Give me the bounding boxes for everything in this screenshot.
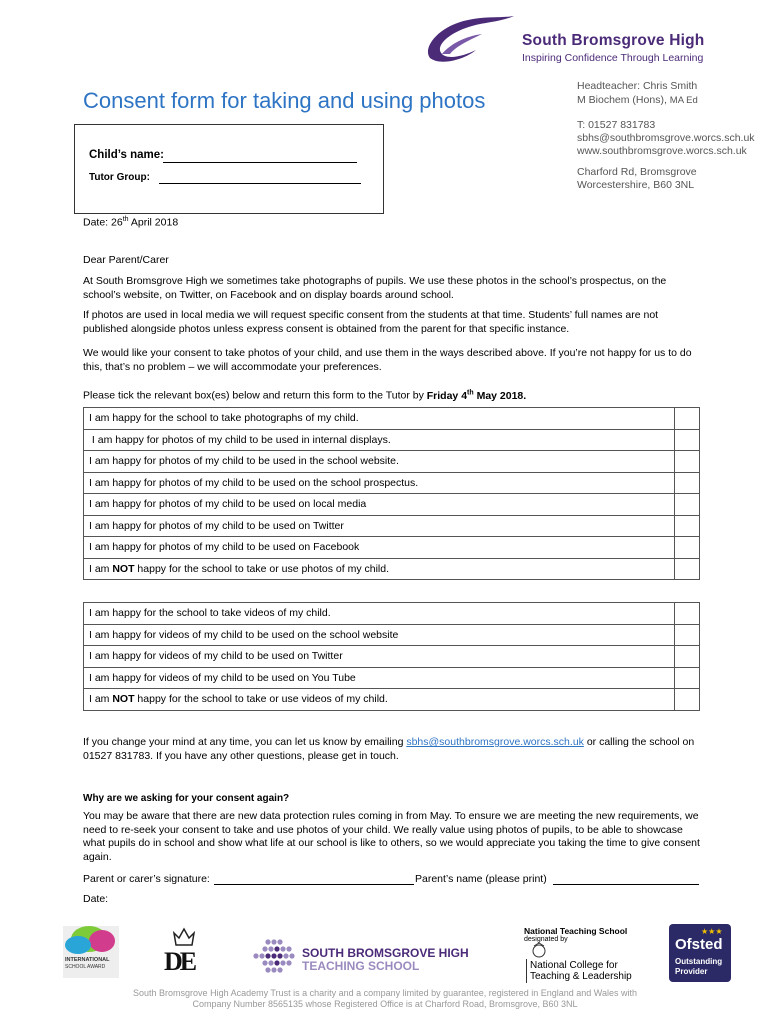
video-consent-not-checkbox[interactable] [675, 689, 700, 711]
child-name-label: Child’s name: [89, 149, 164, 161]
school-tagline: Inspiring Confidence Through Learning [522, 52, 704, 64]
photo-consent-not-label: I am NOT happy for the school to take or use photos of my child. [84, 558, 675, 580]
photo-consent-row-label: I am happy for photos of my child to be used in the school website. [84, 451, 675, 473]
photo-consent-checkbox[interactable] [675, 537, 700, 559]
video-consent-row-label: I am happy for videos of my child to be used on You Tube [84, 667, 675, 689]
photo-consent-table [83, 407, 700, 580]
photo-consent-row-label: I am happy for photos of my child to be used on Twitter [84, 515, 675, 537]
photo-consent-row-label: I am happy for photos of my child to be used in internal displays. [84, 429, 675, 451]
tutor-group-field[interactable] [159, 183, 361, 184]
photo-consent-row [84, 537, 700, 559]
photo-consent-row-label: I am happy for photos of my child to be used on local media [84, 494, 675, 516]
royal-crest-icon [530, 942, 548, 958]
photo-consent-checkbox[interactable] [675, 515, 700, 537]
international-school-award-logo: INTERNATIONAL SCHOOL AWARD [63, 926, 119, 978]
change-mind-text: If you change your mind at any time, you can let us know by emailing sbhs@southbromsgrove.worcs.sch.uk or calling the school on 01527 831783. If you have any other questions, please get in touch. [83, 736, 695, 762]
paragraph-3: We would like your consent to take photos of your child, and use them in the ways described above. If you’re not happy for us to do this, that’s no problem – we will accommodate your preferences. [83, 347, 692, 373]
photo-consent-checkbox[interactable] [675, 494, 700, 516]
phone-number: T: 01527 831783 [577, 119, 656, 131]
contact-email[interactable]: sbhs@southbromsgrove.worcs.sch.uk [577, 132, 755, 144]
photo-consent-row [84, 472, 700, 494]
photo-consent-row-label: I am happy for the school to take photographs of my child. [84, 408, 675, 430]
date-label: Date: [83, 893, 109, 905]
why-heading: Why are we asking for your consent again? [83, 793, 290, 804]
email-link[interactable]: sbhs@southbromsgrove.worcs.sch.uk [406, 736, 584, 748]
parent-name-label: Parent’s name (please print) [415, 873, 547, 885]
video-consent-checkbox[interactable] [675, 603, 700, 625]
school-logo-swoosh-icon [420, 14, 520, 62]
video-consent-row-label: I am happy for videos of my child to be used on the school website [84, 624, 675, 646]
teaching-school-logo: SOUTH BROMSGROVE HIGH TEACHING SCHOOL [252, 936, 492, 976]
video-consent-not-label: I am NOT happy for the school to take or use videos of my child. [84, 689, 675, 711]
legal-footer: South Bromsgrove High Academy Trust is a charity and a company limited by guarantee, registered in England and Wales with Company Number 8565135 whose Registered Office is at Charford Road, Bromsgrove, B60 3NL [133, 988, 637, 1009]
child-details-box [74, 124, 384, 214]
school-website[interactable]: www.southbromsgrove.worcs.sch.uk [577, 145, 747, 157]
parent-name-field[interactable] [553, 884, 699, 885]
video-consent-checkbox[interactable] [675, 667, 700, 689]
signature-label: Parent or carer’s signature: [83, 873, 210, 885]
video-consent-row-label: I am happy for videos of my child to be used on Twitter [84, 646, 675, 668]
tutor-group-label: Tutor Group: [89, 172, 150, 183]
photo-consent-checkbox[interactable] [675, 472, 700, 494]
letter-date: Date: 26th April 2018 [83, 216, 179, 229]
video-consent-row [84, 624, 700, 646]
ofsted-outstanding-logo: ★★★ Ofsted Outstanding Provider [669, 924, 731, 982]
photo-consent-checkbox[interactable] [675, 429, 700, 451]
crown-icon [162, 925, 206, 947]
photo-consent-checkbox[interactable] [675, 451, 700, 473]
photo-consent-row [84, 515, 700, 537]
school-name: South Bromsgrove High [522, 32, 705, 49]
photo-consent-row-label: I am happy for photos of my child to be used on the school prospectus. [84, 472, 675, 494]
headteacher-name: Headteacher: Chris Smith [577, 80, 698, 92]
photo-consent-row [84, 494, 700, 516]
video-consent-row [84, 646, 700, 668]
paragraph-1: At South Bromsgrove High we sometimes take photographs of pupils. We use these photos in the school’s prospectus, on the school’s website, on Twitter, on Facebook and on display boards around school. [83, 275, 667, 301]
video-consent-table [83, 602, 700, 711]
photo-consent-row [84, 408, 700, 430]
paragraph-2: If photos are used in local media we will request specific consent from the students at that time. Students’ full names are not published alongside photos unless express consent is obtained from the parent for that specific instance. [83, 309, 659, 335]
stars-icon: ★★★ [701, 927, 723, 936]
dofe-logo: DE [162, 925, 206, 977]
video-consent-checkbox[interactable] [675, 646, 700, 668]
video-consent-checkbox[interactable] [675, 624, 700, 646]
address-line-2: Worcestershire, B60 3NL [577, 179, 695, 191]
video-consent-not-row [84, 689, 700, 711]
photo-consent-not-row [84, 558, 700, 580]
signature-field[interactable] [214, 884, 414, 885]
photo-consent-row [84, 451, 700, 473]
address-line-1: Charford Rd, Bromsgrove [577, 166, 697, 178]
photo-consent-not-checkbox[interactable] [675, 558, 700, 580]
video-consent-row [84, 603, 700, 625]
photo-consent-row [84, 429, 700, 451]
salutation: Dear Parent/Carer [83, 254, 169, 266]
return-instruction: Please tick the relevant box(es) below and return this form to the Tutor by Friday 4th May 2018. [83, 389, 527, 402]
national-teaching-school-logo: National Teaching School designated by National College for Teaching & Leadership [524, 926, 632, 982]
headteacher-quals: M Biochem (Hons), MA Ed [577, 94, 698, 106]
video-consent-row [84, 667, 700, 689]
photo-consent-row-label: I am happy for photos of my child to be used on Facebook [84, 537, 675, 559]
page-title: Consent form for taking and using photos [83, 88, 486, 113]
photo-consent-checkbox[interactable] [675, 408, 700, 430]
dots-icon [252, 936, 298, 976]
why-body: You may be aware that there are new data protection rules coming in from May. To ensure we are meeting the new requirements, we need to re-seek your consent to take and use photos of your child. We really value using photos of pupils, to be able to showcase what pupils do in school and show what life at our school is like to others, so we would appreciate you taking the time to give consent again. [83, 810, 700, 863]
child-name-field[interactable] [163, 162, 357, 163]
video-consent-row-label: I am happy for the school to take videos of my child. [84, 603, 675, 625]
